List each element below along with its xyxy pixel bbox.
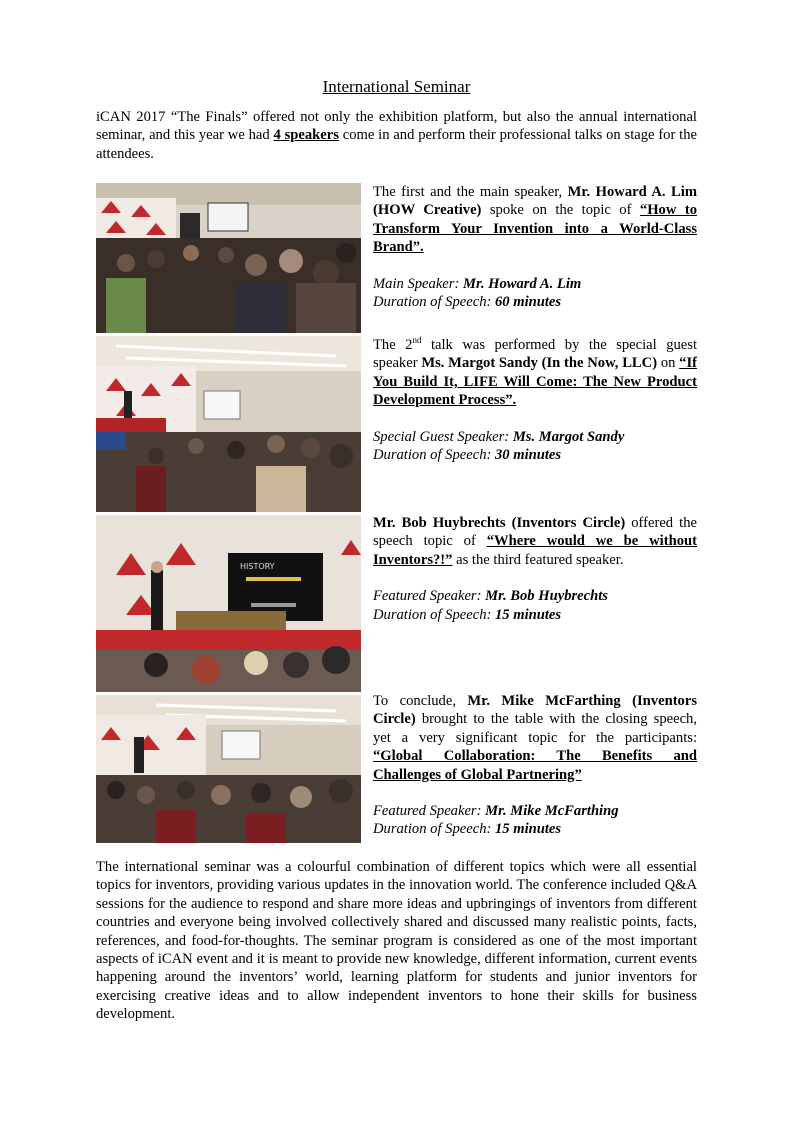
speaker-2-name: Ms. Margot Sandy (In the Now, LLC) — [421, 355, 658, 372]
speaker-2-role-name: Ms. Margot Sandy — [512, 428, 625, 445]
speaker-4-mid: brought to the table with the closing speech, yet a very significant topic for the participants: — [373, 711, 697, 746]
intro-highlight: 4 speakers — [273, 127, 339, 144]
speaker-2-role-label: Special Guest Speaker: — [373, 428, 513, 445]
speaker-photo-1 — [96, 183, 361, 333]
speaker-3-role-name: Mr. Bob Huybrechts — [485, 588, 608, 605]
conclusion-paragraph: The international seminar was a colourful combination of different topics which were all essential topics for inventors, providing various updates in the innovation world. The conference included Q&A sessions for the audience to respond and share more ideas and upbringings of inventors from different countries and everyone being involved collectively shared and discussed many realistic points, facts, references, and food-for-thoughts. The seminar program is considered as one of the most important aspects of iCAN event and it is meant to provide new knowledge, different information, current events happening around the inventors’ world, learning platform for students and junior inventors for exercising creative ideas and to allow independent inventors to hone their skills for business development. — [96, 859, 697, 1023]
speaker-1-duration: 60 minutes — [495, 294, 562, 311]
intro-text-end: come in and perform their professional talks on stage for the attendees. — [96, 127, 697, 162]
speaker-1-lead: The first and the main speaker, — [373, 184, 568, 200]
seminar-photo-2-image — [96, 336, 361, 512]
speaker-photo-2 — [96, 336, 361, 512]
speaker-4-topic: “Global Collaboration: The Benefits and Challenges of Global Partnering” — [373, 748, 697, 783]
speaker-1-role-label: Main Speaker: — [373, 275, 463, 292]
intro-text: iCAN 2017 “The Finals” offered not only the exhibition platform, but also the annual international seminar, and this year we had — [96, 109, 697, 144]
speaker-2-lead2: talk was performed by the special guest speaker — [373, 337, 698, 372]
speaker-3-duration: 15 minutes — [495, 606, 562, 623]
speaker-2-block — [373, 336, 697, 464]
speaker-4-lead: To conclude, — [373, 693, 468, 709]
speaker-2-duration-label: Duration of Speech: — [373, 447, 495, 464]
speaker-1-role-name: Mr. Howard A. Lim — [462, 275, 582, 292]
seminar-photo-3-image — [96, 515, 361, 692]
speaker-4-role-name: Mr. Mike McFarthing — [485, 803, 619, 820]
screen-title: HISTORY — [240, 562, 275, 571]
seminar-photo-4-image — [96, 695, 361, 843]
speaker-1-mid: spoke on the topic of — [481, 202, 640, 219]
speaker-3-role-label: Featured Speaker: — [373, 588, 486, 605]
intro-paragraph — [96, 108, 697, 163]
speaker-3-topic: “Where would we be without Inventors?!” — [373, 533, 697, 568]
speaker-4-duration: 15 minutes — [495, 821, 562, 838]
speaker-4-block — [373, 692, 697, 839]
speaker-photo-3 — [96, 515, 361, 692]
speaker-3-block — [373, 514, 697, 624]
speaker-3-name: Mr. Bob Huybrechts (Inventors Circle) — [373, 515, 626, 531]
speaker-4-name: Mr. Mike McFarthing (Inventors Circle) — [373, 693, 698, 728]
speaker-1-block — [373, 183, 697, 311]
speaker-1-name: Mr. Howard A. Lim (HOW Creative) — [373, 184, 697, 219]
speaker-2-duration: 30 minutes — [495, 447, 562, 464]
speaker-3-mid: offered the speech topic of — [373, 515, 697, 550]
speaker-2-topic: “If You Build It, LIFE Will Come: The New Product Development Process”. — [373, 355, 698, 409]
seminar-photo-1-image — [96, 183, 361, 333]
page-title: International Seminar — [322, 77, 471, 96]
speaker-4-role-label: Featured Speaker: — [373, 803, 486, 820]
speaker-2-lead: The 2 — [373, 337, 413, 353]
speaker-3-duration-label: Duration of Speech: — [373, 606, 495, 623]
speaker-1-topic: “How to Transform Your Invention into a World-Class Brand”. — [373, 202, 697, 256]
speaker-2-mid: on — [657, 355, 680, 372]
speaker-3-tail: as the third featured speaker. — [452, 551, 624, 568]
speaker-1-duration-label: Duration of Speech: — [373, 294, 495, 311]
speaker-photo-4 — [96, 695, 361, 843]
speaker-4-duration-label: Duration of Speech: — [373, 821, 495, 838]
speaker-2-lead-sup: nd — [412, 335, 422, 346]
